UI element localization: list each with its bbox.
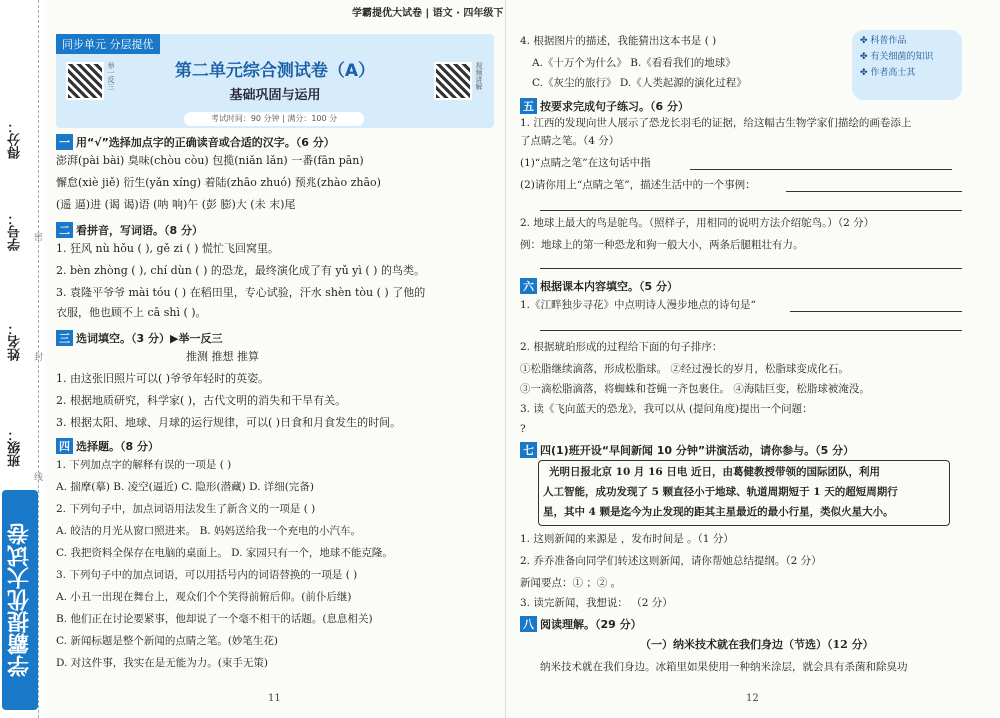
question-line: 1.《江畔独步寻花》中点明诗人漫步地点的诗句是“ — [520, 299, 756, 311]
unit-tag: 同步单元 分层提优 — [56, 34, 160, 54]
page-number: 12 — [746, 693, 759, 704]
answer-blank[interactable] — [540, 210, 962, 211]
question-line: C.《灰尘的旅行》 D.《人类起源的演化过程》 — [532, 77, 747, 89]
running-head: 学霸提优大试卷 | 语文 · 四年级下 — [352, 8, 504, 19]
seal-mark: 密 — [34, 233, 44, 243]
answer-blank[interactable] — [786, 191, 962, 192]
news-line: 光明日报北京 10 月 16 日电 近日，由葛健教授带领的国际团队，利用 — [549, 466, 880, 478]
section-heading: 二 看拼音，写词语。（8 分） — [56, 222, 203, 238]
question-line: 4. 根据图片的描述，我能猜出这本书是 ( ) — [520, 35, 717, 47]
question-line: A. 皎洁的月光从窗口照进来。 B. 妈妈送给我一个充电的小汽车。 — [56, 525, 361, 537]
news-line: 星，其中 4 颗是迄今为止发现的距其主星最近的最小行星，类似火星大小。 — [543, 506, 894, 518]
question-line: 2. 下列句子中，加点词语用法发生了新含义的一项是 ( ) — [56, 503, 316, 515]
section-heading: 六 根据课本内容填空。（5 分） — [520, 278, 678, 294]
answer-blank[interactable] — [540, 268, 962, 269]
question-line: 1. 下列加点字的解释有误的一项是 ( ) — [56, 459, 232, 471]
question-line: 3. 根据太阳、地球、月球的运行规律，可以( )日食和月食发生的时间。 — [56, 416, 402, 429]
exam-header — [56, 34, 494, 128]
passage-text: 纳米技术就在我们身边。冰箱里如果使用一种纳米涂层，就会具有杀菌和除臭功 — [540, 661, 908, 673]
question-line: 3. 袁隆平爷爷 mài tóu ( ) 在稻田里，专心试验，汗水 shèn tòu ( ) 了他的 — [56, 286, 426, 299]
question-line: 了点睛之笔。（4 分） — [520, 135, 620, 147]
question-line: (2)请你用上“点睛之笔”，描述生活中的一个事例： — [520, 179, 756, 191]
question-line: 3. 下列句子中的加点词语，可以用括号内的词语替换的一项是 ( ) — [56, 569, 358, 581]
answer-blank[interactable] — [690, 169, 952, 170]
question-line: ①松脂继续滴落，形成松脂球。 ②经过漫长的岁月，松脂球变成化石。 — [520, 363, 849, 375]
question-line: 1. 狂风 nù hǒu ( ), gě zi ( ) 慌忙飞回窝里。 — [56, 242, 279, 255]
question-line: A. 小丑一出现在舞台上，观众们个个笑得前俯后仰。(前仆后继) — [56, 591, 352, 603]
name-label: 姓名： — [8, 322, 23, 361]
book-hint-card — [852, 30, 962, 100]
question-line: A.《十万个为什么》 B.《看看我们的地球》 — [532, 57, 736, 69]
question-line: 2. 乔乔准备向同学们转述这则新闻，请你帮她总结提纲。（2 分） — [520, 555, 822, 567]
section-heading: 八 阅读理解。（29 分） — [520, 616, 642, 632]
word-choices: 推测 推想 推算 — [186, 350, 259, 363]
question-line: B. 他们正在讨论要紧事，他却说了一个毫不相干的话题。(息息相关) — [56, 613, 373, 625]
passage-title: （一）纳米技术就在我们身边（节选）（12 分） — [640, 638, 874, 651]
question-line: 澎湃(pài bài) 臭味(chòu còu) 包揽(niǎn lǎn) 一番(fān pān) — [56, 154, 364, 167]
qr-caption: 视频讲解 — [475, 62, 483, 90]
question-line: C. 新闻标题是整个新闻的点睛之笔。(妙笔生花) — [56, 635, 279, 647]
exam-subtitle: 基础巩固与运用 — [229, 88, 321, 103]
answer-blank[interactable] — [540, 330, 962, 331]
news-box — [538, 460, 950, 526]
section-heading: 三 选词填空。（3 分）▶举一反三 — [56, 330, 222, 346]
question-line: D. 对这件事，我实在是无能为力。(束手无策) — [56, 657, 268, 669]
section-heading: 一 用“√”选择加点字的正确读音或合适的汉字。（6 分） — [56, 134, 335, 150]
question-line: 2. bèn zhòng ( ), chí dùn ( ) 的恐龙，最终演化成了有 yǔ yì ( ) 的鸟类。 — [56, 264, 425, 277]
student-no-label: 学号： — [8, 212, 23, 251]
question-line: 懈怠(xiè jiě) 衍生(yǎn xíng) 着陆(zhāo zhuó) 预兆(zhào zhāo) — [56, 176, 381, 189]
seal-mark: 线 — [34, 473, 44, 483]
class-label: 班级： — [8, 428, 23, 467]
score-label: 得分： — [8, 120, 23, 159]
binding-margin — [0, 0, 44, 718]
answer-blank[interactable] — [790, 311, 962, 312]
question-line: 例：地球上的第一种恐龙和狗一般大小，两条后腿粗壮有力。 — [520, 239, 804, 251]
section-heading: 四 选择题。（8 分） — [56, 438, 159, 454]
section-heading: 五 按要求完成句子练习。（6 分） — [520, 98, 689, 114]
question-line: A. 揣摩(摹) B. 凌空(逼近) C. 隐形(潜藏) D. 详细(完备) — [56, 481, 314, 493]
question-line: 衣服，他也顾不上 cā shì ( )。 — [56, 306, 207, 319]
exam-time: 考试时间：90 分钟 — [210, 114, 280, 123]
hint-item: ✤ 作者高士其 — [860, 68, 916, 78]
seal-mark: 封 — [34, 353, 44, 363]
hint-item: ✤ 有关细菌的知识 — [860, 52, 934, 62]
news-line: 人工智能，成功发现了 5 颗直径小于地球、轨道周期短于 1 天的超短周期行 — [543, 486, 898, 498]
question-line: 1. 江西的发现向世人展示了恐龙长羽毛的证据，给这幅古生物学家们描绘的画卷添上 — [520, 117, 912, 129]
question-line: 2. 地球上最大的鸟是鸵鸟。（照样子，用相同的说明方法介绍鸵鸟。）（2 分） — [520, 217, 875, 229]
question-line: (遥 逼)进 (谒 谒)语 (呐 响)午 (彭 膨)大 (未 末)尾 — [56, 198, 296, 211]
question-line: 2. 根据琥珀形成的过程给下面的句子排序： — [520, 341, 723, 353]
question-line: ? — [520, 423, 526, 435]
question-line: C. 我把资料全保存在电脑的桌面上。 D. 家园只有一个，地球不能克隆。 — [56, 547, 393, 559]
question-line: (1)“点睛之笔”在这句话中指 — [520, 157, 651, 169]
question-line: 3. 读《飞向蓝天的恐龙》，我可以从 (提问角度)提出一个问题： — [520, 403, 813, 415]
brand-logo: 学霸提优大试卷 — [2, 490, 38, 710]
question-line: 1. 由这张旧照片可以( )爷爷年轻时的英姿。 — [56, 372, 270, 385]
qr-caption: 举一反三 — [107, 62, 115, 90]
qr-code-icon[interactable] — [434, 62, 472, 100]
hint-item: ✤ 科普作品 — [860, 36, 907, 46]
exam-title: 第二单元综合测试卷（A） — [174, 61, 376, 81]
page-number: 11 — [268, 693, 281, 704]
exam-score: 满分：100 分 — [287, 114, 338, 123]
question-line: 1. 这则新闻的来源是 ，发布时间是 。（1 分） — [520, 533, 734, 545]
question-line: ③一滴松脂滴落，将蜘蛛和苍蝇一齐包裹住。 ④海陆巨变，松脂球被淹没。 — [520, 383, 870, 395]
question-line: 3. 读完新闻，我想说： （2 分） — [520, 597, 673, 609]
question-line: 2. 根据地质研究，科学家( )，古代文明的消失和干旱有关。 — [56, 394, 347, 407]
question-line: 新闻要点：① ；② 。 — [520, 577, 622, 589]
section-heading: 七 四(1)班开设“早间新闻 10 分钟”讲演活动，请你参与。（5 分） — [520, 442, 854, 458]
exam-meta: 考试时间：90 分钟 | 满分：100 分 — [184, 112, 364, 126]
